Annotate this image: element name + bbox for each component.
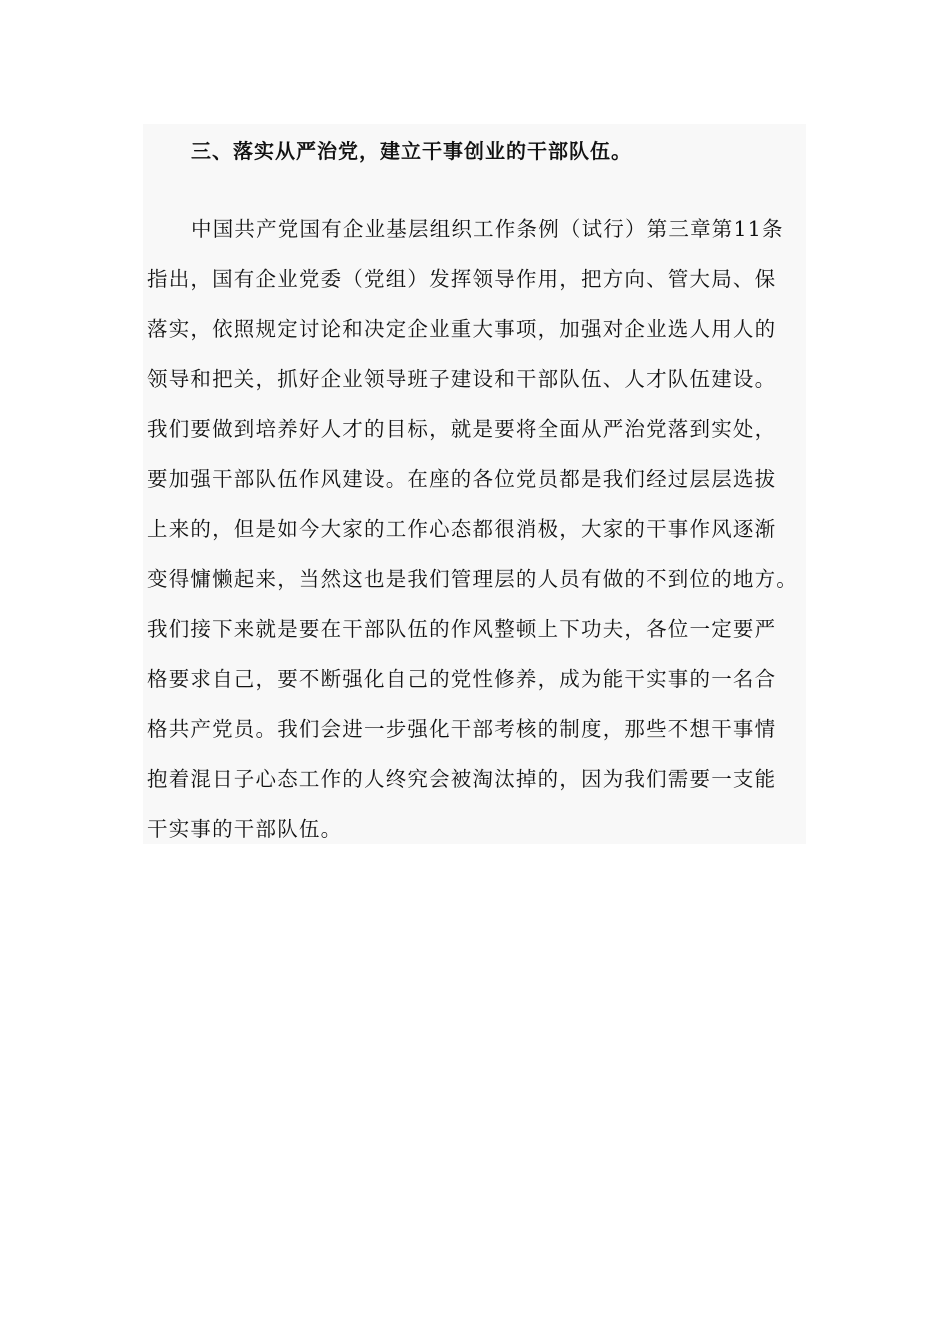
paragraph-line: 抱着混日子心态工作的人终究会被淘汰掉的，因为我们需要一支能 (147, 767, 777, 791)
section-heading: 三、落实从严治党，建立干事创业的干部队伍。 (191, 139, 632, 163)
paragraph-line: 中国共产党国有企业基层组织工作条例（试行）第三章第11条 (191, 217, 784, 241)
paragraph-line: 格共产党员。我们会进一步强化干部考核的制度，那些不想干事情 (147, 717, 777, 741)
paragraph-line: 干实事的干部队伍。 (147, 817, 343, 841)
paragraph-line: 我们要做到培养好人才的目标，就是要将全面从严治党落到实处， (147, 417, 777, 441)
paragraph-line: 我们接下来就是要在干部队伍的作风整顿上下功夫，各位一定要严 (147, 617, 777, 641)
paragraph-line: 领导和把关，抓好企业领导班子建设和干部队伍、人才队伍建设。 (147, 367, 777, 391)
body-paragraph (147, 204, 815, 854)
document-text-block (143, 124, 806, 844)
paragraph-line: 格要求自己，要不断强化自己的党性修养，成为能干实事的一名合 (147, 667, 777, 691)
paragraph-line: 要加强干部队伍作风建设。在座的各位党员都是我们经过层层选拔 (147, 467, 777, 491)
paragraph-line: 指出，国有企业党委（党组）发挥领导作用，把方向、管大局、保 (147, 267, 777, 291)
paragraph-line: 变得慵懒起来，当然这也是我们管理层的人员有做的不到位的地方。 (147, 567, 798, 591)
paragraph-line: 落实，依照规定讨论和决定企业重大事项，加强对企业选人用人的 (147, 317, 777, 341)
paragraph-line: 上来的，但是如今大家的工作心态都很消极，大家的干事作风逐渐 (147, 517, 777, 541)
